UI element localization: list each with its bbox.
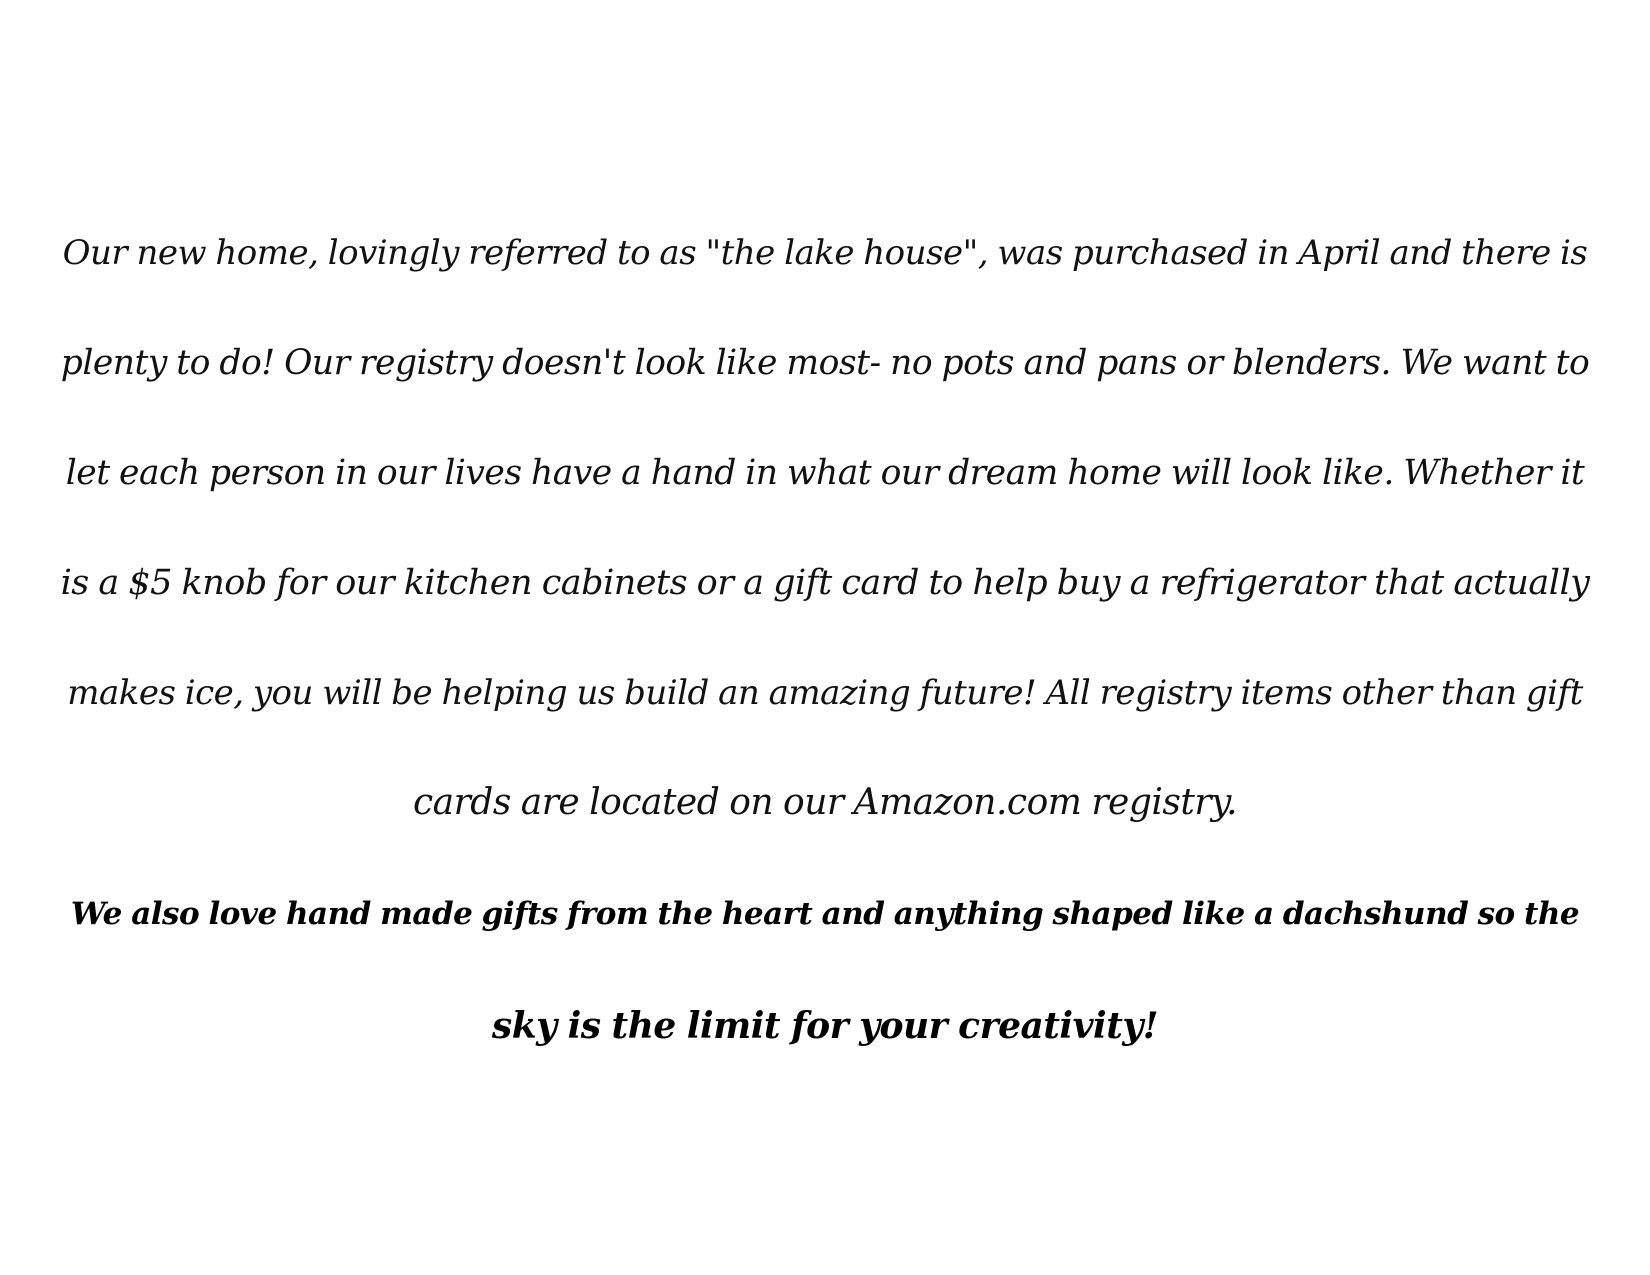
paragraph-line: cards are located on our Amazon.com registry. — [412, 782, 1238, 823]
paragraph-line: makes ice, you will be helping us build an amazing future! All registry items other than gift — [67, 673, 1583, 713]
registry-intro-paragraph — [60, 198, 1590, 858]
paragraph-line: plenty to do! Our registry doesn't look like most- no pots and pans or blenders. We want to — [60, 343, 1590, 383]
paragraph-line: sky is the limit for your creativity! — [491, 1005, 1159, 1047]
paragraph-line: let each person in our lives have a hand in what our dream home will look like. Whether it — [65, 453, 1585, 493]
handmade-gifts-paragraph — [60, 858, 1590, 1082]
paragraph-line: Our new home, lovingly referred to as "the lake house", was purchased in April and there is — [62, 233, 1588, 273]
paragraph-line: We also love hand made gifts from the heart and anything shaped like a dachshund so the — [70, 896, 1580, 932]
paragraph-line: is a $5 knob for our kitchen cabinets or a gift card to help buy a refrigerator that actually — [60, 563, 1590, 603]
document-body — [60, 198, 1590, 1082]
